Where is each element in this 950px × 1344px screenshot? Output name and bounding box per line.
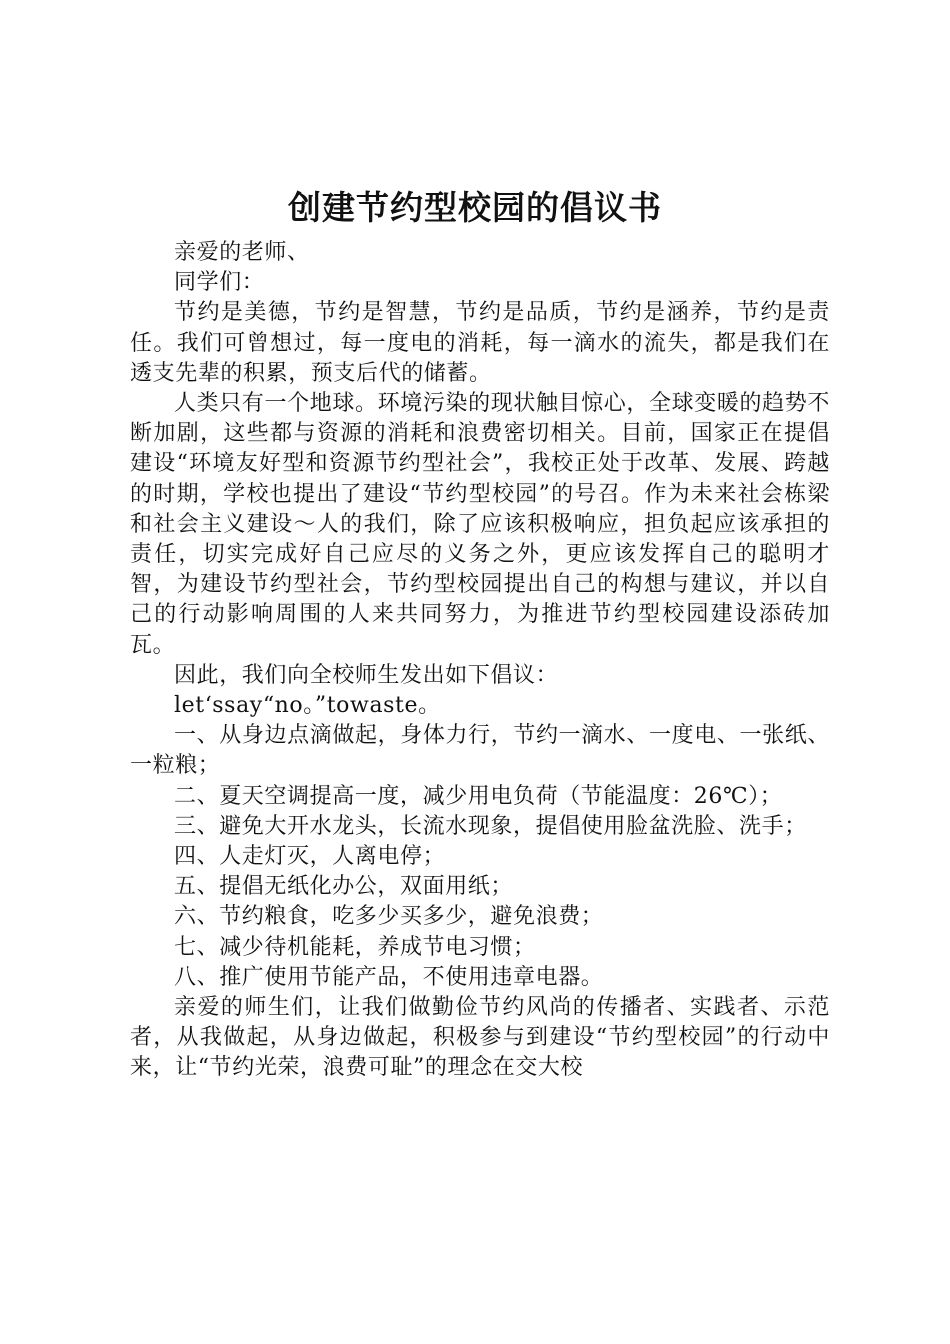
- paragraph-closing: 亲爱的师生们，让我们做勤俭节约风尚的传播者、实践者、示范者，从我做起，从身边做起，积极参与到建设“节约型校园”的行动中来，让“节约光荣，浪费可耻”的理念在交大校: [130, 995, 830, 1081]
- paragraph-slogan: let‘ssay“no。”towaste。: [174, 693, 441, 719]
- salutation-line-2: 同学们：: [174, 270, 265, 296]
- proposal-item-8: 八、推广使用节能产品，不使用违章电器。: [174, 964, 604, 990]
- salutation-line-1: 亲爱的老师、: [174, 240, 310, 265]
- paragraph-earth: 人类只有一个地球。环境污染的现状触目惊心，全球变暖的趋势不断加剧，这些都与资源的消耗和浪费密切相关。目前，国家正在提倡建设“环境友好型和资源节约型社会”，我校正处于改革、发展、跨越的时期，学校也提出了建设“节约型校园”的号召。作为未来社会栋梁和社会主义建设～人的我们，除了应该积极响应，担负起应该承担的责任，切实完成好自己应尽的义务之外，更应该发挥自己的聪明才智，为建设节约型社会，节约型校园提出自己的构想与建议，并以自己的行动影响周围的人来共同努力，为推进节约型校园建设添砖加瓦。: [130, 391, 830, 658]
- document-body: [130, 238, 830, 1084]
- paragraph-thrift: 节约是美德，节约是智慧，节约是品质，节约是涵养，节约是责任。我们可曾想过，每一度电的消耗，每一滴水的流失，都是我们在透支先辈的积累，预支后代的储蓄。: [130, 300, 830, 386]
- proposal-item-5: 五、提倡无纸化办公，双面用纸；: [174, 874, 514, 900]
- proposal-item-6: 六、节约粮食，吃多少买多少，避免浪费；: [174, 904, 604, 930]
- proposal-item-7: 七、减少待机能耗，养成节电习惯；: [174, 934, 536, 960]
- document-title: 创建节约型校园的倡议书: [288, 188, 662, 227]
- proposal-item-4: 四、人走灯灭，人离电停；: [174, 844, 446, 870]
- proposal-item-2: 二、夏天空调提高一度，减少用电负荷（节能温度：26℃）；: [174, 783, 783, 809]
- paragraph-proposal-intro: 因此，我们向全校师生发出如下倡议：: [174, 662, 559, 688]
- proposal-item-1: 一、从身边点滴做起，身体力行，节约一滴水、一度电、一张纸、一粒粮；: [130, 723, 830, 779]
- proposal-item-3: 三、避免大开水龙头，长流水现象，提倡使用脸盆洗脸、洗手；: [174, 813, 807, 839]
